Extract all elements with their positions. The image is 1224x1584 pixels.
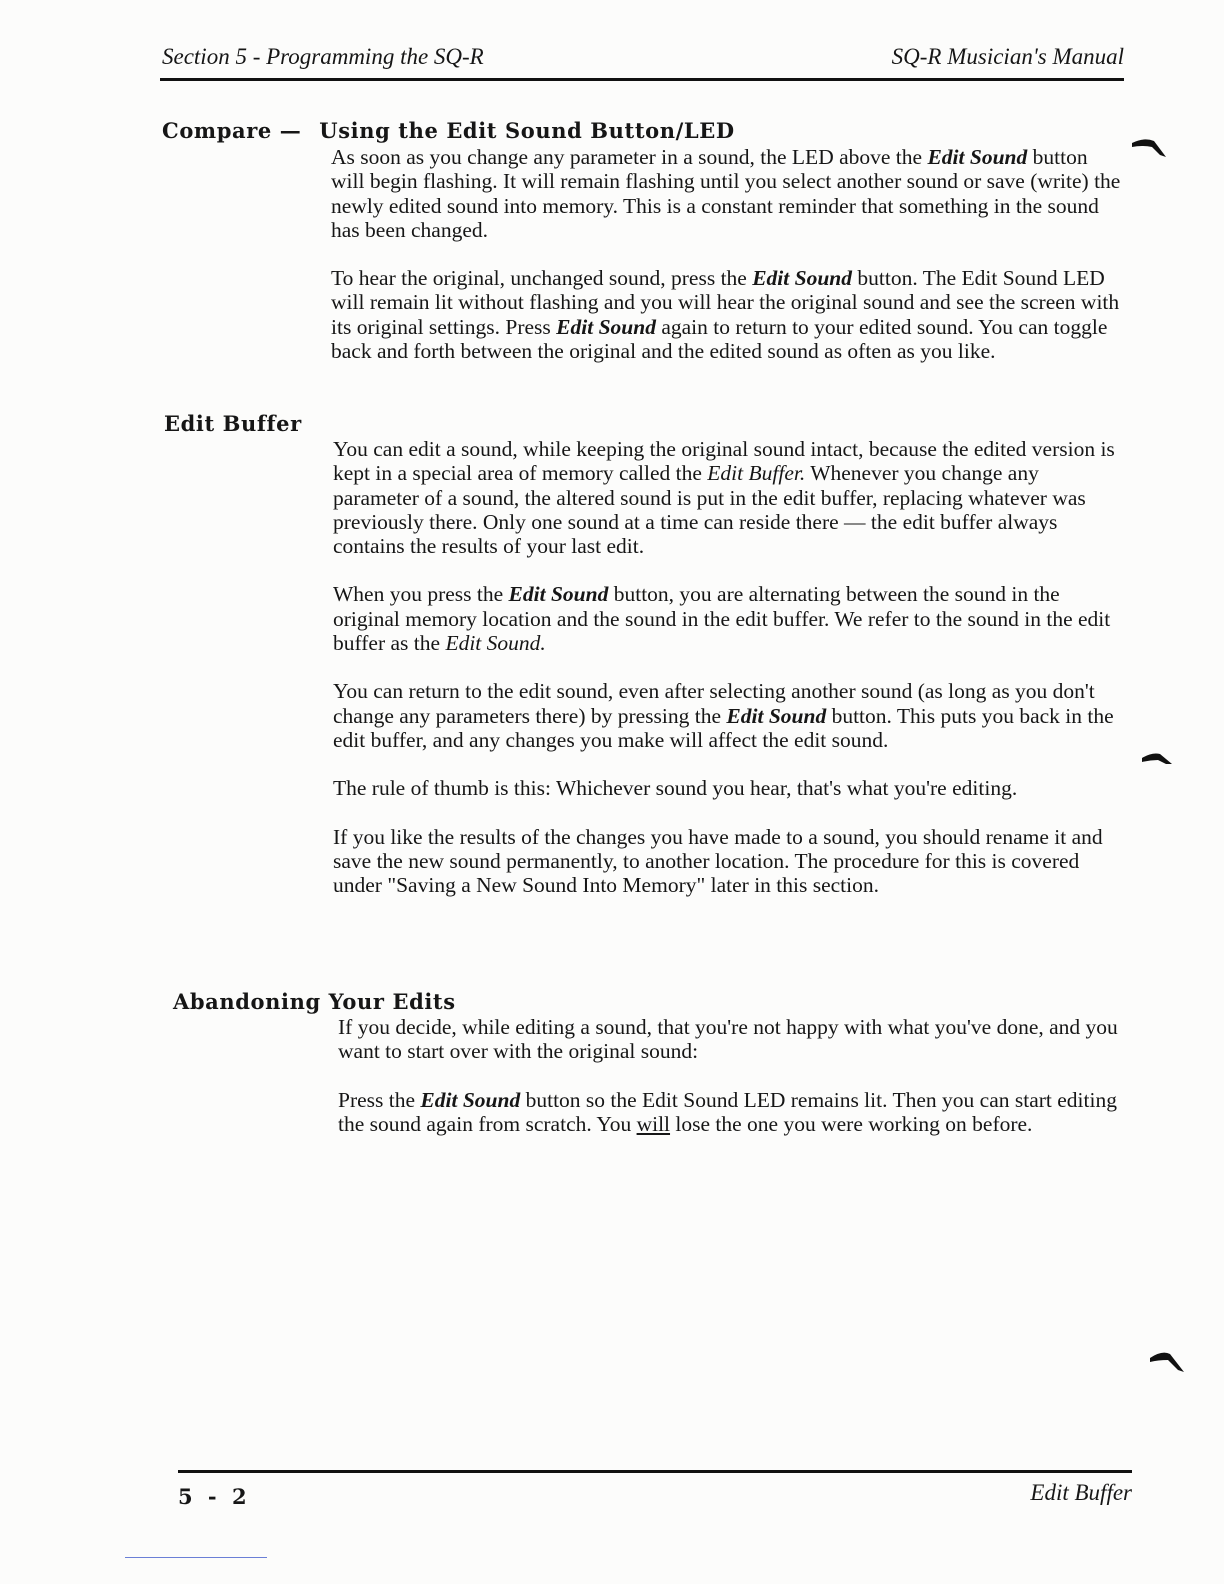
paragraph [333,582,1123,655]
paragraph [331,266,1121,363]
text-run: lose the one you were working on before. [670,1111,1033,1136]
section-heading-compare [162,118,735,143]
section-label: Compare — [162,118,302,143]
paragraph [333,679,1123,752]
emphasis-button-name: Edit Sound [752,266,853,291]
running-footer-right: Edit Buffer [1030,1480,1132,1505]
running-header-right: SQ-R Musician's Manual [891,44,1124,69]
text-run: To hear the original, unchanged sound, press the [331,266,753,291]
section-heading-abandoning-edits: Abandoning Your Edits [173,989,456,1014]
margin-mark [1148,1346,1188,1376]
margin-mark [1140,748,1176,770]
italic-term: Edit Buffer. [707,461,806,486]
text-run: Whenever you change any parameter of a sound, the altered sound is put in the edit buffer, replacing whatever was previously there. Only one sound at a time can reside there — the edit buffer always contains the results of your last edit. [333,461,1086,559]
text-run: If you like the results of the changes you have made to a sound, you should rename it and save the new sound permanently, to another location. The procedure for this is covered under "Saving a New Sound Into Memory" later in this section. [333,824,1103,898]
footer-rule [178,1470,1132,1473]
emphasis-button-name: Edit Sound [927,145,1028,169]
compare-body [331,145,1121,363]
emphasis-button-name: Edit Sound [508,582,609,607]
text-run: button. The Edit Sound LED will remain lit without flashing and you will hear the original sound and see the screen with its original settings. Press [331,266,1120,339]
text-run: The rule of thumb is this: Whichever sound you hear, that's what you're editing. [333,776,1018,801]
text-run: When you press the [333,582,509,607]
margin-mark [1130,135,1170,165]
section-heading-edit-buffer: Edit Buffer [164,411,302,436]
abandoning-body [338,1015,1123,1136]
text-run: If you decide, while editing a sound, that you're not happy with what you've done, and you want to start over with the original sound: [338,1015,1118,1064]
paragraph [333,825,1123,898]
text-run: button will begin flashing. It will remain flashing until you select another sound or save (write) the newly edited sound into memory. This is a constant reminder that something in the sound has been changed. [331,145,1121,242]
text-run: button. This puts you back in the edit buffer, and any changes you make will affect the edit sound. [333,703,1114,752]
edit-buffer-body [333,437,1123,897]
header-rule [160,78,1124,81]
section-title: Using the Edit Sound Button/LED [319,118,735,143]
paragraph [331,145,1121,242]
text-run: button so the Edit Sound LED remains lit. Then you can start editing the sound again from scratch. You [338,1087,1117,1136]
paragraph [338,1088,1123,1137]
text-run: You can return to the edit sound, even after selecting another sound (as long as you don't change any parameters there) by pressing the [333,679,1095,728]
text-run: again to return to your edited sound. You can toggle back and forth between the original and the edited sound as often as you like. [331,314,1108,364]
emphasis-button-name: Edit Sound [556,314,656,339]
text-run: As soon as you change any parameter in a sound, the LED above the [331,145,928,169]
emphasis-button-name: Edit Sound [726,703,827,728]
text-run: You can edit a sound, while keeping the original sound intact, because the edited version is kept in a special area of memory called the [333,437,1115,486]
paragraph [333,437,1123,558]
italic-term: Edit Sound. [445,631,546,656]
page-number: 5 - 2 [178,1484,251,1509]
running-header-left: Section 5 - Programming the SQ-R [162,44,484,69]
emphasis-button-name: Edit Sound [420,1087,521,1112]
text-run: Press the [338,1087,421,1112]
paragraph [333,776,1123,800]
text-run: button, you are alternating between the sound in the original memory location and the sound in the edit buffer. We refer to the sound in the edit buffer as the [333,582,1111,656]
underlined-text: will [636,1111,671,1136]
scan-edge-line [125,1557,267,1558]
paragraph [338,1015,1123,1064]
